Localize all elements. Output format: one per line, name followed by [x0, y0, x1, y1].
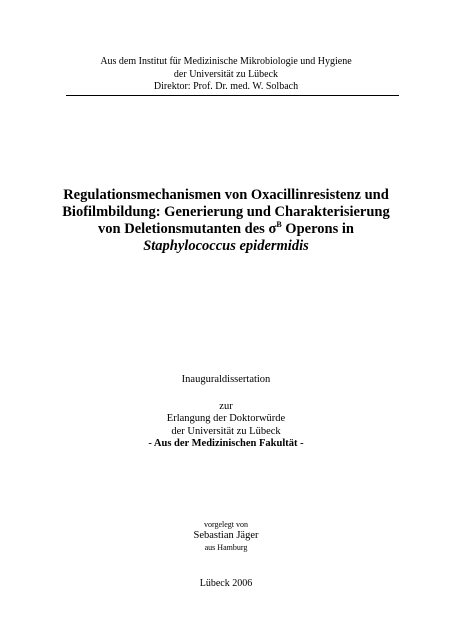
place-date: Lübeck 2006 [199, 578, 253, 589]
author-name: Sebastian Jäger [193, 530, 259, 541]
title-line-3 [0, 221, 452, 238]
title-line-4-species: Staphylococcus epidermidis [143, 238, 309, 254]
thesis-faculty: - Aus der Medizinischen Fakultät - [148, 438, 304, 449]
title-line-2: Biofilmbildung: Generierung und Charakterisierung [62, 204, 390, 220]
header-divider [66, 95, 399, 96]
author-block [0, 520, 452, 553]
institute-name: Aus dem Institut für Medizinische Mikrobiologie und Hygiene [100, 56, 352, 67]
institute-header [0, 56, 452, 94]
director-line: Direktor: Prof. Dr. med. W. Solbach [153, 81, 299, 92]
sigma-symbol: σ [268, 221, 277, 237]
title-line-3-suffix: Operons in [281, 221, 354, 237]
university-name: der Universität zu Lübeck [173, 68, 279, 80]
spacer [0, 387, 452, 401]
author-origin: aus Hamburg [204, 542, 248, 552]
thesis-title [0, 187, 452, 255]
title-line-1: Regulationsmechanismen von Oxacillinresistenz und [63, 187, 389, 203]
thesis-type: Inauguraldissertation [181, 374, 271, 385]
thesis-purpose: Erlangung der Doktorwürde [166, 413, 286, 424]
thesis-zur: zur [219, 400, 233, 412]
sigma-superscript: B [276, 220, 282, 229]
title-line-3-prefix: von Deletionsmutanten des [98, 221, 269, 237]
presented-by: vorgelegt von [203, 520, 249, 529]
thesis-statement [0, 374, 452, 451]
thesis-university: der Universität zu Lübeck [171, 425, 281, 437]
